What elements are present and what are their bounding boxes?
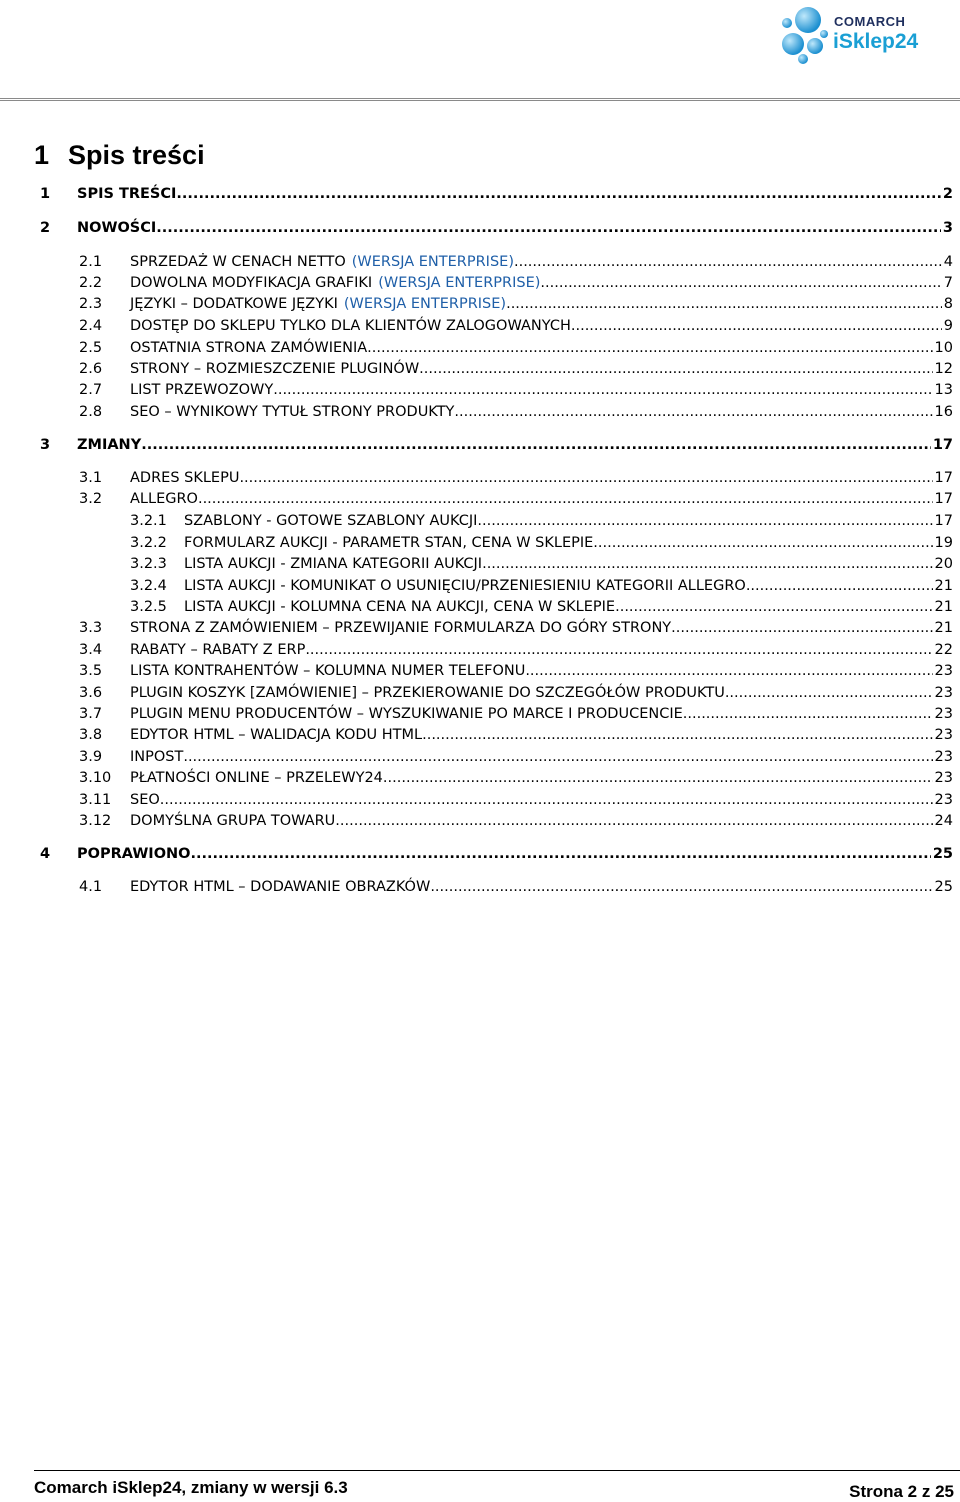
toc-entry[interactable] [79,790,953,810]
toc-number: 2.7 [79,382,103,398]
toc-number: 3.4 [79,642,103,658]
toc-leader [273,380,932,400]
toc-number: 3.2.5 [130,599,167,615]
toc-text: RABATY – RABATY Z ERP [130,642,306,658]
toc-entry[interactable] [40,184,953,204]
toc-number: 3.6 [79,685,103,701]
toc-page: 17 [934,470,953,486]
toc-number: 3.7 [79,706,103,722]
toc-number: 3.2.1 [130,513,167,529]
toc-text: SZABLONY - GOTOWE SZABLONY AUKCJI [184,513,478,529]
toc-entry[interactable] [40,435,953,455]
title-number: 1 [34,140,50,170]
toc-text: SPIS TREŚCI [77,186,177,202]
toc-entry[interactable] [79,489,953,509]
toc-leader [514,252,942,272]
toc-page: 21 [934,620,953,636]
toc-text: FORMULARZ AUKCJI - PARAMETR STAN, CENA W SKLEPIE [184,535,594,551]
toc-page: 9 [943,318,953,334]
toc-leader [183,747,932,767]
toc-entry[interactable] [79,273,953,293]
toc-entry[interactable] [79,402,953,422]
toc-number: 3.3 [79,620,103,636]
toc-text: DOWOLNA MODYFIKACJA GRAFIKI [130,275,373,291]
footer-document-title: Comarch iSklep24, zmiany w wersji 6.3 [34,1478,348,1497]
toc-leader [422,725,932,745]
toc-leader [454,402,932,422]
toc-leader [239,468,932,488]
toc-note: (WERSJA ENTERPRISE) [351,254,514,270]
toc-number: 3.2.3 [130,556,167,572]
toc-page: 16 [934,404,953,420]
header-divider [0,98,960,101]
comarch-isklep24-logo [778,4,938,66]
toc-leader [482,554,932,574]
toc-entry[interactable] [79,640,953,660]
toc-leader [571,316,942,336]
toc-number: 2.5 [79,340,103,356]
toc-page: 12 [934,361,953,377]
toc-entry[interactable] [79,725,953,745]
toc-text: LISTA AUKCJI - ZMIANA KATEGORII AUKCJI [184,556,483,572]
toc-page: 25 [934,879,953,895]
toc-leader [367,338,932,358]
toc-page: 7 [943,275,953,291]
toc-leader [335,811,932,831]
toc-leader [525,661,932,681]
toc-number: 1 [40,186,51,202]
toc-leader [305,640,932,660]
toc-entry[interactable] [79,768,953,788]
toc-number: 2.4 [79,318,103,334]
toc-note: (WERSJA ENTERPRISE) [378,275,541,291]
footer-page-number: Strona 2 z 25 [849,1482,954,1501]
toc-text: POPRAWIONO [77,846,191,862]
toc-number: 3.9 [79,749,103,765]
toc-text: NOWOŚCI [77,220,157,236]
toc-entry[interactable] [79,747,953,767]
toc-entry[interactable] [79,683,953,703]
toc-text: PLUGIN KOSZYK [ZAMÓWIENIE] – PRZEKIEROWANIE DO SZCZEGÓŁÓW PRODUKTU [130,685,725,701]
toc-page: 24 [934,813,953,829]
toc-page: 2 [942,186,953,202]
toc-entry[interactable] [79,316,953,336]
toc-text: DOMYŚLNA GRUPA TOWARU [130,813,336,829]
toc-leader [477,511,932,531]
toc-leader [540,273,941,293]
toc-number: 3.1 [79,470,103,486]
toc-entry[interactable] [79,294,953,314]
toc-entry[interactable] [79,468,953,488]
toc-text: LISTA AUKCJI - KOMUNIKAT O USUNIĘCIU/PRZENIESIENIU KATEGORII ALLEGRO [184,578,746,594]
toc-entry[interactable] [79,252,953,272]
toc-text: PŁATNOŚCI ONLINE – PRZELEWY24 [130,770,383,786]
footer-divider [34,1470,960,1471]
toc-leader [160,790,933,810]
toc-leader [725,683,933,703]
toc-page: 22 [934,642,953,658]
toc-page: 23 [934,770,953,786]
toc-leader [430,877,932,897]
toc-text: LIST PRZEWOZOWY [130,382,274,398]
toc-leader [191,844,931,864]
toc-number: 2.1 [79,254,103,270]
toc-page: 21 [934,578,953,594]
toc-number: 3.12 [79,813,112,829]
toc-text: EDYTOR HTML – DODAWANIE OBRAZKÓW [130,879,431,895]
toc-page: 17 [932,437,953,453]
toc-page: 23 [934,663,953,679]
toc-entry[interactable] [79,877,953,897]
toc-entry[interactable] [79,811,953,831]
toc-page: 17 [934,491,953,507]
toc-entry[interactable] [79,338,953,358]
toc-page: 10 [934,340,953,356]
toc-page: 13 [934,382,953,398]
toc-page: 23 [934,727,953,743]
toc-entry[interactable] [40,844,953,864]
toc-number: 3.2.2 [130,535,167,551]
toc-number: 4.1 [79,879,103,895]
toc-text: STRONY – ROZMIESZCZENIE PLUGINÓW [130,361,420,377]
toc-leader [593,533,932,553]
toc-entry[interactable] [79,661,953,681]
toc-number: 4 [40,846,51,862]
toc-leader [419,359,932,379]
toc-number: 3.5 [79,663,103,679]
toc-leader [615,597,932,617]
toc-leader [683,704,933,724]
toc-number: 3.2 [79,491,103,507]
toc-entry[interactable] [79,380,953,400]
toc-text: DOSTĘP DO SKLEPU TYLKO DLA KLIENTÓW ZALOGOWANYCH [130,318,571,334]
title-text: Spis treści [68,140,205,170]
toc-leader [176,184,941,204]
toc-page: 23 [934,792,953,808]
toc-text: STRONA Z ZAMÓWIENIEM – PRZEWIJANIE FORMULARZA DO GÓRY STRONY [130,620,672,636]
toc-text: EDYTOR HTML – WALIDACJA KODU HTML [130,727,423,743]
toc-number: 2.8 [79,404,103,420]
toc-entry[interactable] [79,359,953,379]
toc-text: LISTA KONTRAHENTÓW – KOLUMNA NUMER TELEFONU [130,663,526,679]
toc-leader [506,294,942,314]
toc-text: SEO [130,792,160,808]
toc-text: ADRES SKLEPU [130,470,240,486]
toc-text: PLUGIN MENU PRODUCENTÓW – WYSZUKIWANIE PO MARCE I PRODUCENCIE [130,706,683,722]
toc-number: 2.2 [79,275,103,291]
toc-leader [141,435,931,455]
toc-entry[interactable] [130,533,953,553]
toc-entry[interactable] [79,618,953,638]
toc-text: JĘZYKI – DODATKOWE JĘZYKI [130,296,338,312]
toc-number: 3 [40,437,51,453]
logo-product-text: iSklep24 [833,30,919,53]
toc-note: (WERSJA ENTERPRISE) [343,296,507,312]
page-title [34,140,205,171]
toc-page: 3 [942,220,953,236]
toc-text: ZMIANY [77,437,142,453]
toc-number: 3.2.4 [130,578,167,594]
toc-number: 2.6 [79,361,103,377]
toc-leader [746,576,933,596]
toc-entry[interactable] [130,511,953,531]
toc-text: SPRZEDAŻ W CENACH NETTO [130,254,346,270]
toc-number: 2.3 [79,296,103,312]
toc-entry[interactable] [79,704,953,724]
toc-entry[interactable] [130,576,953,596]
toc-text: OSTATNIA STRONA ZAMÓWIENIA [130,340,368,356]
toc-leader [383,768,933,788]
toc-number: 3.8 [79,727,103,743]
bubbles-logo-icon [778,4,834,66]
toc-number: 3.10 [79,770,112,786]
toc-page: 23 [934,685,953,701]
toc-entry[interactable] [130,554,953,574]
toc-page: 25 [932,846,953,862]
toc-text: INPOST [130,749,184,765]
toc-entry[interactable] [40,218,953,238]
toc-page: 19 [934,535,953,551]
toc-page: 17 [934,513,953,529]
toc-page: 23 [934,706,953,722]
toc-page: 4 [943,254,953,270]
toc-entry[interactable] [130,597,953,617]
toc-text: ALLEGRO [130,491,198,507]
toc-page: 23 [934,749,953,765]
toc-page: 20 [934,556,953,572]
toc-leader [198,489,933,509]
toc-text: LISTA AUKCJI - KOLUMNA CENA NA AUKCJI, CENA W SKLEPIE [184,599,616,615]
logo-brand-text: COMARCH [834,14,906,29]
toc-text: SEO – WYNIKOWY TYTUŁ STRONY PRODUKTY [130,404,455,420]
toc-page: 21 [934,599,953,615]
toc-leader [671,618,932,638]
toc-number: 2 [40,220,51,236]
toc-number: 3.11 [79,792,112,808]
toc-leader [156,218,941,238]
toc-page: 8 [943,296,953,312]
